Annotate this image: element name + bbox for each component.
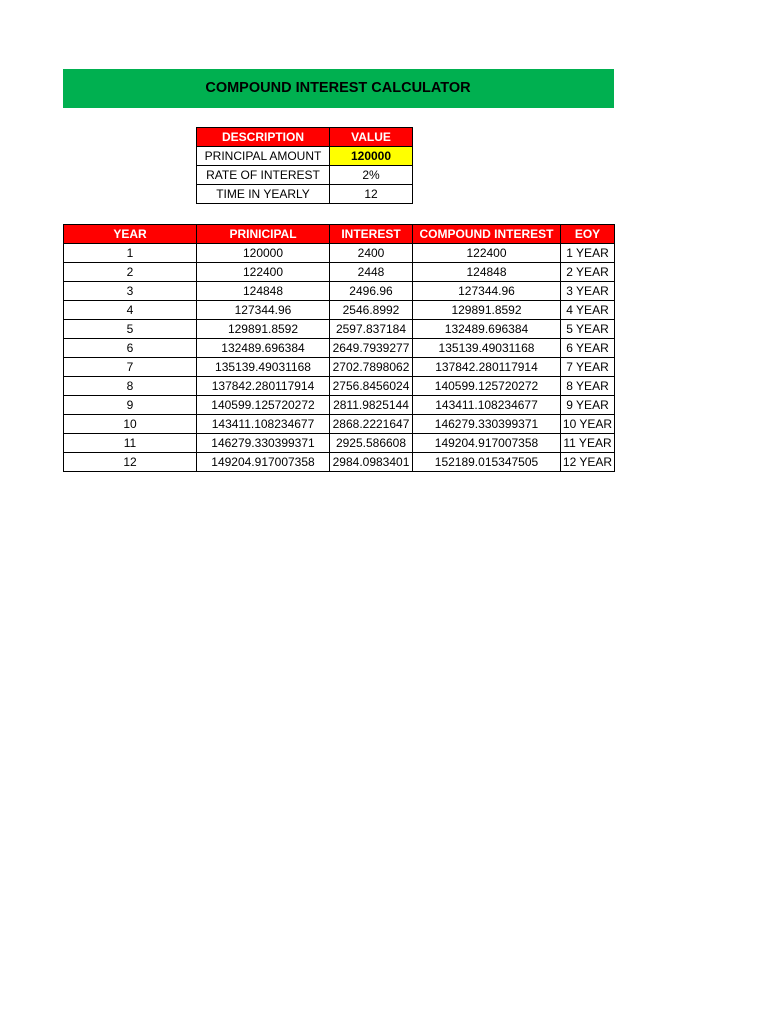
eoy-cell[interactable]: 12 YEAR bbox=[561, 453, 615, 472]
eoy-cell[interactable]: 1 YEAR bbox=[561, 244, 615, 263]
principal-cell[interactable]: 140599.125720272 bbox=[197, 396, 330, 415]
header-compound-interest: COMPOUND INTEREST bbox=[413, 225, 561, 244]
interest-cell[interactable]: 2597.837184 bbox=[330, 320, 413, 339]
interest-cell[interactable]: 2496.96 bbox=[330, 282, 413, 301]
interest-cell[interactable]: 2984.0983401 bbox=[330, 453, 413, 472]
year-cell[interactable]: 7 bbox=[64, 358, 197, 377]
year-cell[interactable]: 9 bbox=[64, 396, 197, 415]
summary-row-time bbox=[197, 185, 413, 204]
summary-header-value: VALUE bbox=[330, 128, 413, 147]
table-row bbox=[64, 377, 615, 396]
interest-cell[interactable]: 2756.8456024 bbox=[330, 377, 413, 396]
principal-cell[interactable]: 143411.108234677 bbox=[197, 415, 330, 434]
year-cell[interactable]: 5 bbox=[64, 320, 197, 339]
year-cell[interactable]: 8 bbox=[64, 377, 197, 396]
summary-header-description: DESCRIPTION bbox=[197, 128, 330, 147]
principal-cell[interactable]: 129891.8592 bbox=[197, 320, 330, 339]
summary-header-row bbox=[197, 128, 413, 147]
interest-cell[interactable]: 2649.7939277 bbox=[330, 339, 413, 358]
eoy-cell[interactable]: 11 YEAR bbox=[561, 434, 615, 453]
eoy-cell[interactable]: 4 YEAR bbox=[561, 301, 615, 320]
title-banner bbox=[63, 69, 614, 108]
schedule-header-row bbox=[64, 225, 615, 244]
compound-interest-cell[interactable]: 129891.8592 bbox=[413, 301, 561, 320]
compound-interest-schedule-table bbox=[63, 224, 615, 472]
principal-cell[interactable]: 124848 bbox=[197, 282, 330, 301]
eoy-cell[interactable]: 8 YEAR bbox=[561, 377, 615, 396]
year-cell[interactable]: 6 bbox=[64, 339, 197, 358]
principal-cell[interactable]: 120000 bbox=[197, 244, 330, 263]
rate-of-interest-label: RATE OF INTEREST bbox=[197, 166, 330, 185]
year-cell[interactable]: 11 bbox=[64, 434, 197, 453]
table-row bbox=[64, 320, 615, 339]
eoy-cell[interactable]: 9 YEAR bbox=[561, 396, 615, 415]
compound-interest-cell[interactable]: 124848 bbox=[413, 263, 561, 282]
principal-amount-label: PRINCIPAL AMOUNT bbox=[197, 147, 330, 166]
eoy-cell[interactable]: 5 YEAR bbox=[561, 320, 615, 339]
principal-cell[interactable]: 127344.96 bbox=[197, 301, 330, 320]
header-principal: PRINICIPAL bbox=[197, 225, 330, 244]
interest-cell[interactable]: 2702.7898062 bbox=[330, 358, 413, 377]
table-row bbox=[64, 339, 615, 358]
table-row bbox=[64, 358, 615, 377]
summary-row-rate bbox=[197, 166, 413, 185]
principal-cell[interactable]: 122400 bbox=[197, 263, 330, 282]
header-interest: INTEREST bbox=[330, 225, 413, 244]
eoy-cell[interactable]: 2 YEAR bbox=[561, 263, 615, 282]
interest-cell[interactable]: 2400 bbox=[330, 244, 413, 263]
interest-cell[interactable]: 2546.8992 bbox=[330, 301, 413, 320]
interest-cell[interactable]: 2925.586608 bbox=[330, 434, 413, 453]
interest-cell[interactable]: 2811.9825144 bbox=[330, 396, 413, 415]
table-row bbox=[64, 282, 615, 301]
principal-cell[interactable]: 132489.696384 bbox=[197, 339, 330, 358]
principal-cell[interactable]: 149204.917007358 bbox=[197, 453, 330, 472]
compound-interest-cell[interactable]: 152189.015347505 bbox=[413, 453, 561, 472]
time-in-yearly-value[interactable]: 12 bbox=[330, 185, 413, 204]
year-cell[interactable]: 12 bbox=[64, 453, 197, 472]
compound-interest-cell[interactable]: 149204.917007358 bbox=[413, 434, 561, 453]
time-in-yearly-label: TIME IN YEARLY bbox=[197, 185, 330, 204]
page-title: COMPOUND INTEREST CALCULATOR bbox=[205, 80, 471, 96]
year-cell[interactable]: 1 bbox=[64, 244, 197, 263]
compound-interest-cell[interactable]: 132489.696384 bbox=[413, 320, 561, 339]
table-row bbox=[64, 301, 615, 320]
year-cell[interactable]: 10 bbox=[64, 415, 197, 434]
year-cell[interactable]: 3 bbox=[64, 282, 197, 301]
header-year: YEAR bbox=[64, 225, 197, 244]
header-eoy: EOY bbox=[561, 225, 615, 244]
compound-interest-cell[interactable]: 127344.96 bbox=[413, 282, 561, 301]
compound-interest-cell[interactable]: 137842.280117914 bbox=[413, 358, 561, 377]
principal-amount-value[interactable]: 120000 bbox=[330, 147, 413, 166]
table-row bbox=[64, 244, 615, 263]
compound-interest-cell[interactable]: 122400 bbox=[413, 244, 561, 263]
compound-interest-cell[interactable]: 146279.330399371 bbox=[413, 415, 561, 434]
interest-cell[interactable]: 2448 bbox=[330, 263, 413, 282]
table-row bbox=[64, 453, 615, 472]
principal-cell[interactable]: 146279.330399371 bbox=[197, 434, 330, 453]
table-row bbox=[64, 434, 615, 453]
year-cell[interactable]: 2 bbox=[64, 263, 197, 282]
table-row bbox=[64, 415, 615, 434]
table-row bbox=[64, 396, 615, 415]
principal-cell[interactable]: 135139.49031168 bbox=[197, 358, 330, 377]
year-cell[interactable]: 4 bbox=[64, 301, 197, 320]
eoy-cell[interactable]: 7 YEAR bbox=[561, 358, 615, 377]
eoy-cell[interactable]: 3 YEAR bbox=[561, 282, 615, 301]
compound-interest-cell[interactable]: 143411.108234677 bbox=[413, 396, 561, 415]
compound-interest-cell[interactable]: 135139.49031168 bbox=[413, 339, 561, 358]
eoy-cell[interactable]: 10 YEAR bbox=[561, 415, 615, 434]
table-row bbox=[64, 263, 615, 282]
rate-of-interest-value[interactable]: 2% bbox=[330, 166, 413, 185]
compound-interest-cell[interactable]: 140599.125720272 bbox=[413, 377, 561, 396]
input-summary-table bbox=[196, 127, 413, 204]
interest-cell[interactable]: 2868.2221647 bbox=[330, 415, 413, 434]
principal-cell[interactable]: 137842.280117914 bbox=[197, 377, 330, 396]
summary-row-principal bbox=[197, 147, 413, 166]
eoy-cell[interactable]: 6 YEAR bbox=[561, 339, 615, 358]
